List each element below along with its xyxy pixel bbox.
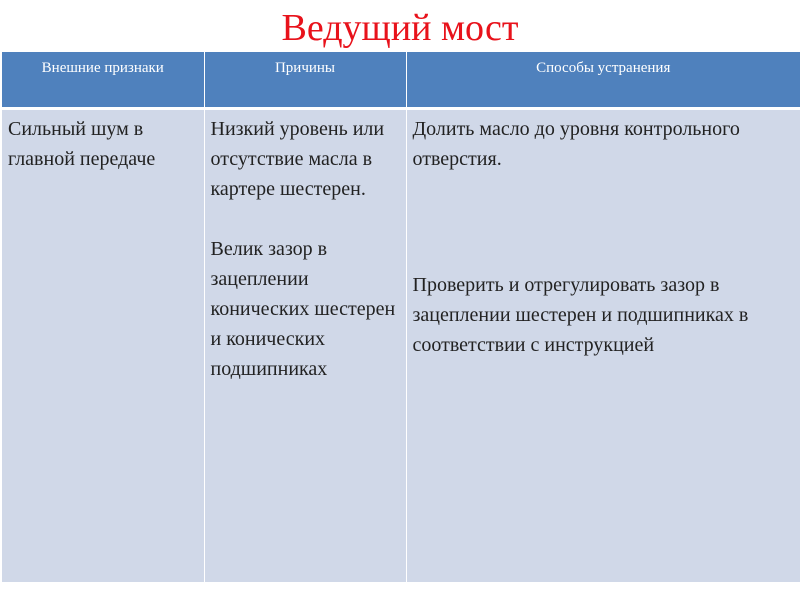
table-header-row <box>2 52 800 108</box>
slide-title: Ведущий мост <box>281 7 519 49</box>
cell-symptom <box>2 108 204 582</box>
troubleshooting-table <box>2 52 800 582</box>
cell-causes <box>204 108 406 582</box>
header-remedies: Способы устранения <box>406 52 800 108</box>
remedy-2-text: Проверить и отрегулировать зазор в зацеплении шестерен и подшипниках в соответствии с инструкцией <box>412 273 749 356</box>
cause-2-text: Велик зазор в зацеплении конических шестерен и конических подшипниках <box>210 237 396 380</box>
header-causes: Причины <box>204 52 406 108</box>
table-row <box>2 108 800 582</box>
header-external-signs: Внешние признаки <box>2 52 204 108</box>
paragraph-gap <box>211 204 400 234</box>
symptom-text: Сильный шум в главной передаче <box>8 117 156 170</box>
paragraph-gap <box>413 174 795 270</box>
remedy-1-text: Долить масло до уровня контрольного отверстия. <box>412 117 740 170</box>
cell-remedies <box>406 108 800 582</box>
cause-1-text: Низкий уровень или отсутствие масла в картере шестерен. <box>210 117 385 200</box>
